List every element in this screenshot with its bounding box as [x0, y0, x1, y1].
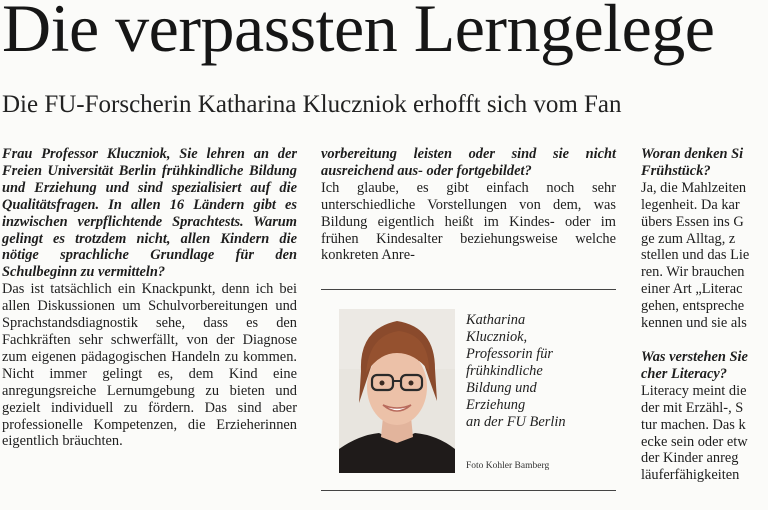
column-1: [2, 146, 297, 450]
interview-answer: Ich glaube, es gibt einfach noch sehr unterschiedliche Vorstellungen von dem, was Bildung eigentlich heißt im Kindes- oder im frühen Kindesalter beziehungsweise welche konkreten Anre-: [321, 179, 616, 264]
column-2: [321, 146, 616, 264]
interview-question: Frau Professor Kluczniok, Sie lehren an der Freien Universität Berlin frühkindliche Bildung und Erziehung und sind spezialisiert auf die Qualitätsfragen. In allen 16 Ländern gibt es inzwischen verpflichtende Sprachtests. Warum gelingt es trotzdem nicht, allen Kindern die nötige sprachliche Grundlage für den Schulbeginn zu vermitteln?: [2, 146, 297, 281]
caption-line: frühkindliche: [466, 363, 543, 379]
text-line: ren. Wir brauchen: [641, 264, 745, 281]
text-line: einer Art „Literac: [641, 281, 743, 298]
text-line: Literacy meint die: [641, 382, 747, 399]
text-line: ge zum Alltag, z: [641, 230, 736, 247]
text-line: läuferfähigkeiten: [641, 467, 740, 484]
interview-answer: [641, 383, 768, 484]
portrait-photo: [339, 309, 455, 473]
caption-line: Erziehung: [466, 397, 526, 413]
text-line: Frühstück?: [641, 162, 711, 179]
photo-credit: Foto Kohler Bamberg: [466, 461, 550, 471]
text-line: der Kinder anreg: [641, 450, 739, 467]
caption-line: Professorin für: [466, 346, 554, 362]
portrait-image: [339, 309, 455, 473]
caption-line: an der FU Berlin: [466, 414, 566, 430]
photo-caption: [466, 312, 616, 431]
article-subheadline: Die FU-Forscherin Katharina Kluczniok erhofft sich vom Fan: [2, 91, 622, 118]
interview-question: vorbereitung leisten oder sind sie nicht ausreichend aus- oder fortgebildet?: [321, 146, 616, 179]
divider-line: [321, 490, 616, 491]
divider-line: [321, 289, 616, 290]
text-line: gehen, entspreche: [641, 298, 745, 315]
text-line: Ja, die Mahlzeiten: [641, 179, 747, 196]
caption-line: Bildung und: [466, 380, 537, 396]
text-line: cher Literacy?: [641, 365, 727, 382]
text-line: übers Essen ins G: [641, 213, 744, 230]
caption-line: Katharina: [466, 312, 526, 328]
text-line: kennen und sie als: [641, 315, 747, 332]
interview-answer: [641, 180, 768, 332]
text-line: stellen und das Lie: [641, 247, 750, 264]
article-headline: Die verpassten Lerngelege: [2, 0, 715, 66]
interview-question: [641, 146, 768, 180]
text-line: tur machen. Das k: [641, 416, 746, 433]
text-line: ecke sein oder etw: [641, 433, 748, 450]
text-line: legenheit. Da kar: [641, 196, 740, 213]
interview-answer: Das ist tatsächlich ein Knackpunkt, denn ich bei allen Diskussionen um Schulvorbereitungen und Sprachstandsdiagnostik sehe, dass es den Fachkräften sehr schwerfällt, von der Diagnose zum eigenen pädagogischen Handeln zu kommen. Nicht immer gelingt es, dem Kind eine anregungsreiche Lernumgebung zu bieten und gezielt individuell zu fördern. Das sind aber professionelle Kompetenzen, die Erzieherinnen eigentlich bräuchten.: [2, 281, 297, 450]
caption-line: Kluczniok,: [466, 329, 528, 345]
text-line: der mit Erzähl-, S: [641, 399, 744, 416]
interview-question: [641, 349, 768, 383]
text-line: Woran denken Si: [641, 146, 744, 162]
column-3: [641, 146, 768, 484]
text-line: Was verstehen Sie: [641, 348, 748, 365]
